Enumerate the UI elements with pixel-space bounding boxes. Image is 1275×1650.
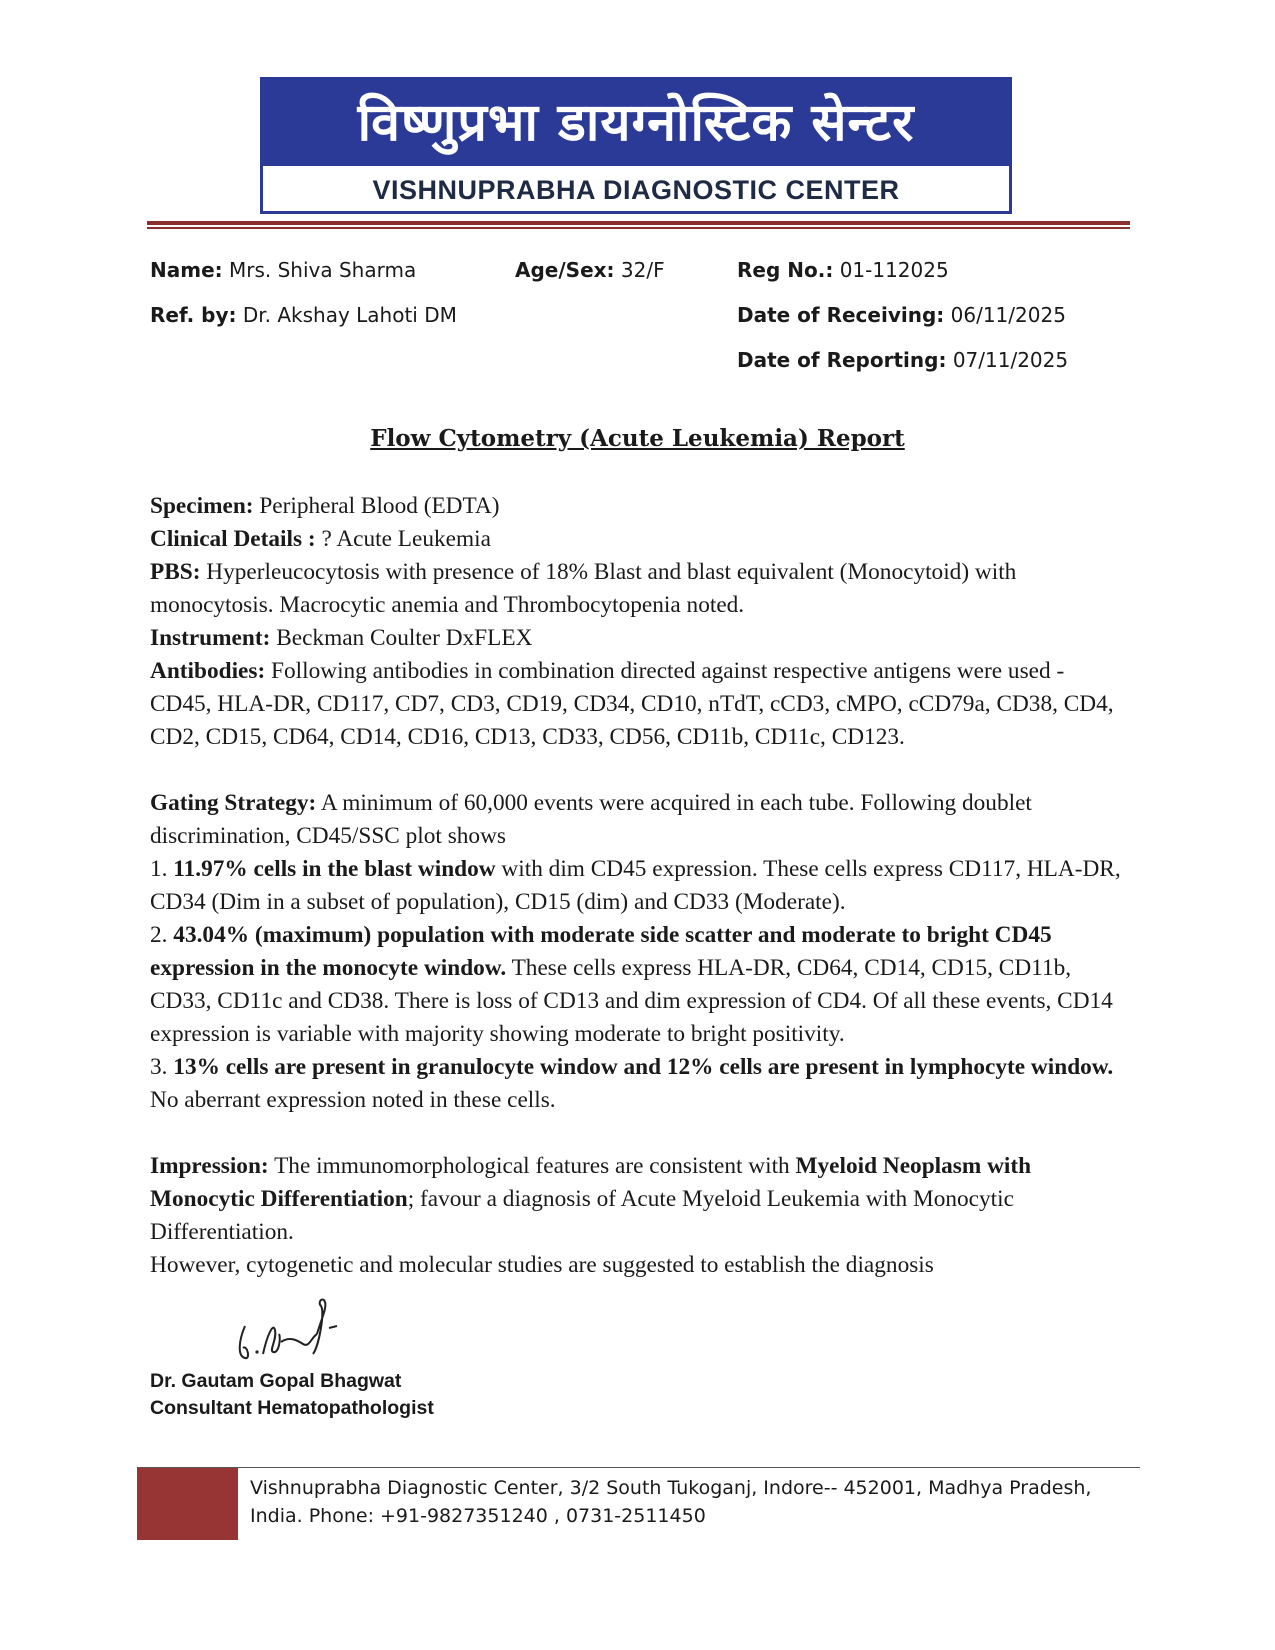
specimen-line [150,490,1130,523]
finding-1-text: with dim CD45 expression. These cells express CD117, HLA-DR, CD34 (Dim in a subset of population), CD15 (dim) and CD33 (Moderate). [150,856,1121,915]
finding-3 [150,1051,1130,1117]
reporting-label: Date of Reporting: [737,348,947,372]
signatory-name: Dr. Gautam Gopal Bhagwat [150,1370,402,1392]
date-of-reporting [737,348,1068,372]
receiving-value: 06/11/2025 [950,303,1066,327]
finding-number: 1. [150,856,174,882]
patient-name-value: Mrs. Shiva Sharma [229,258,417,282]
ref-value: Dr. Akshay Lahoti DM [242,303,457,327]
patient-agesex [515,258,665,282]
instrument-label: Instrument: [150,625,271,651]
patient-name [150,258,416,282]
referred-by [150,303,457,327]
signatory [150,1368,434,1422]
pbs-label: PBS: [150,559,201,585]
footer-rule [137,1467,1140,1468]
gating-value: A minimum of 60,000 events were acquired in each tube. Following doublet discrimination, CD45/SSC plot shows [150,790,1032,849]
ref-label: Ref. by: [150,303,237,327]
finding-3-text: No aberrant expression noted in these cells. [150,1087,556,1113]
handwritten-signature [233,1290,353,1368]
patient-name-label: Name: [150,258,223,282]
impression-diagnosis: Myeloid Neoplasm with Monocytic Differentiation [150,1153,1032,1212]
letterhead-logo [260,77,1012,214]
gating-label: Gating Strategy: [150,790,317,816]
registration-number [737,258,949,282]
date-of-receiving [737,303,1066,327]
impression-label: Impression: [150,1153,269,1179]
gating-strategy-paragraph [150,787,1130,853]
reporting-value: 07/11/2025 [952,348,1069,372]
clinical-label: Clinical Details : [150,526,316,552]
finding-number: 3. [150,1054,174,1080]
signatory-designation: Consultant Hematopathologist [150,1397,434,1419]
footer-address [250,1474,1130,1530]
pbs-paragraph [150,556,1130,622]
instrument-value: Beckman Coulter DxFLEX [270,625,533,651]
specimen-value: Peripheral Blood (EDTA) [253,493,500,519]
reg-label: Reg No.: [737,258,834,282]
specimen-label: Specimen: [150,493,254,519]
footer-address-line-1: Vishnuprabha Diagnostic Center, 3/2 South Tukoganj, Indore-- 452001, Madhya Pradesh, [250,1477,1092,1499]
footer-color-block [137,1468,238,1540]
footer-address-line-2: India. Phone: +91-9827351240 , 0731-2511450 [250,1505,706,1527]
finding-3-highlight: 13% cells are present in granulocyte window and 12% cells are present in lymphocyte window. [173,1054,1114,1080]
clinical-value: ? Acute Leukemia [315,526,491,552]
impression-text-continued: ; favour a diagnosis of Acute Myeloid Leukemia with Monocytic Differentiation. [150,1186,1014,1245]
finding-2 [150,919,1130,1051]
receiving-label: Date of Receiving: [737,303,945,327]
impression-paragraph [150,1150,1130,1249]
report-body [150,490,1130,1282]
agesex-label: Age/Sex: [515,258,615,282]
clinical-details-line [150,523,1130,556]
antibodies-paragraph [150,655,1130,754]
logo-english-name: VISHNUPRABHA DIAGNOSTIC CENTER [372,175,900,205]
report-title: Flow Cytometry (Acute Leukemia) Report [370,425,905,452]
reg-value: 01-112025 [839,258,949,282]
logo-hindi-name: विष्णुप्रभा डायग्नोस्टिक सेन्टर [263,80,1009,166]
header-rule-thin [147,227,1130,229]
agesex-value: 32/F [620,258,665,282]
instrument-line [150,622,1130,655]
finding-number: 2. [150,922,174,948]
finding-2-highlight: 43.04% (maximum) population with moderate side scatter and moderate to bright CD45 expression in the monocyte window. [150,922,1052,981]
pbs-value: Hyperleucocytosis with presence of 18% Blast and blast equivalent (Monocytoid) with monocytosis. Macrocytic anemia and Thrombocytopenia noted. [150,559,1017,618]
finding-1-highlight: 11.97% cells in the blast window [173,856,496,882]
antibodies-value: Following antibodies in combination directed against respective antigens were used - CD45, HLA-DR, CD117, CD7, CD3, CD19, CD34, CD10, nTdT, cCD3, cMPO, cCD79a, CD38, CD4, CD2, CD15, CD64, CD14, CD16, CD13, CD33, CD56, CD11b, CD11c, CD123. [150,658,1114,750]
recommendation-note: However, cytogenetic and molecular studies are suggested to establish the diagnosis [150,1252,934,1278]
finding-2-text: These cells express HLA-DR, CD64, CD14, CD15, CD11b, CD33, CD11c and CD38. There is loss of CD13 and dim expression of CD4. Of all these events, CD14 expression is variable with majority showing moderate to bright positivity. [150,955,1113,1047]
antibodies-label: Antibodies: [150,658,266,684]
impression-text: The immunomorphological features are consistent with [268,1153,796,1179]
header-rule [147,221,1130,225]
finding-1 [150,853,1130,919]
